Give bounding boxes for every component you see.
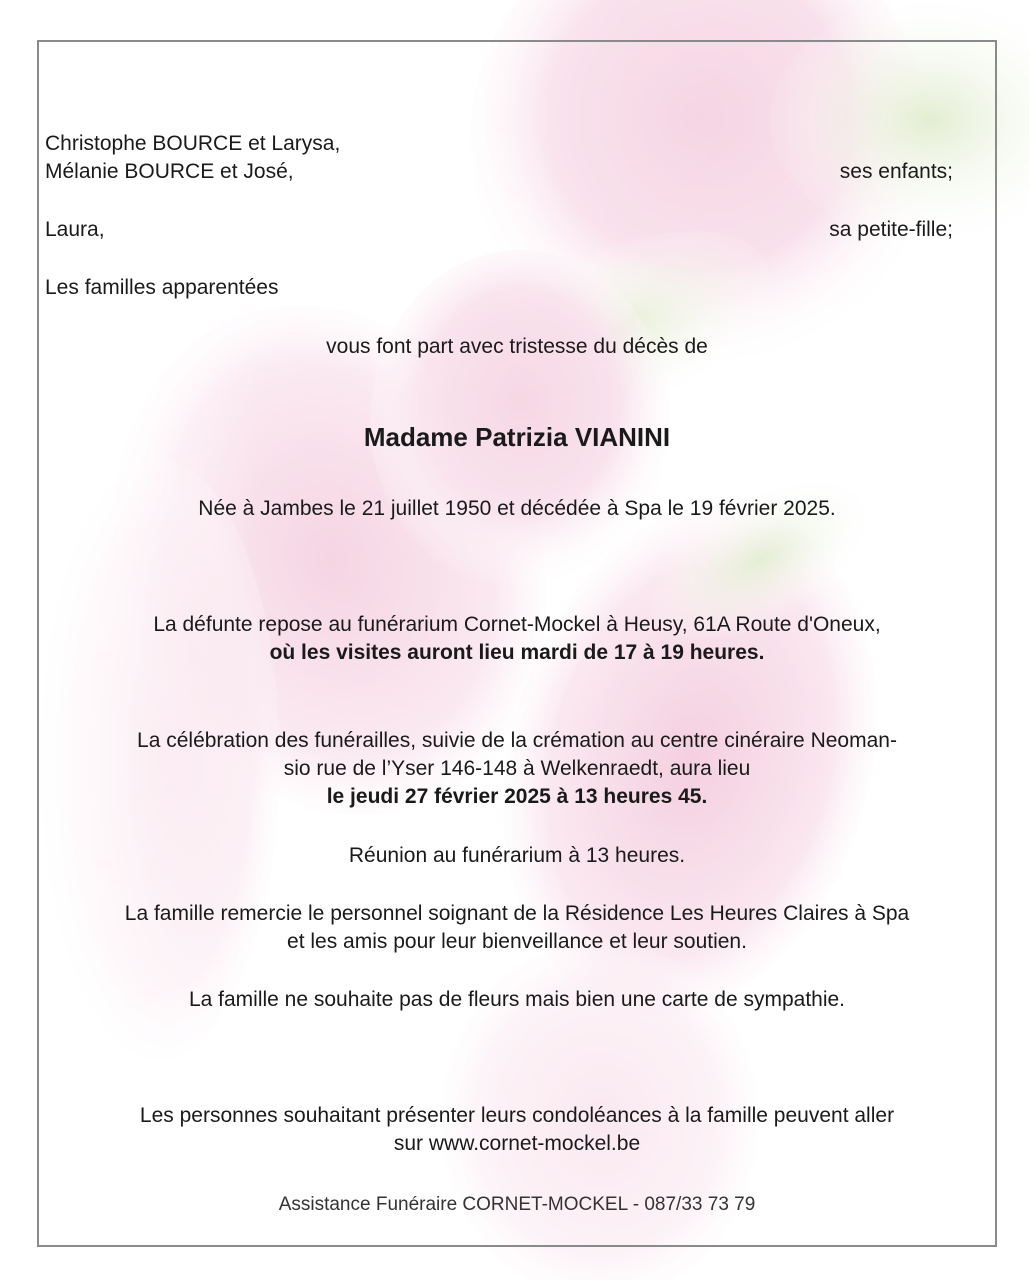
ceremony-line-3: le jeudi 27 février 2025 à 13 heures 45. (326, 785, 708, 808)
ceremony-line-2: sio rue de l’Yser 146-148 à Welkenraedt, aura lieu (283, 757, 751, 780)
visitation-line-1: La défunte repose au funérarium Cornet-Mockel à Heusy, 61A Route d'Oneux, (153, 613, 881, 636)
children-line-1: Christophe BOURCE et Larysa, (45, 132, 341, 155)
visitation-line-2: où les visites auront lieu mardi de 17 à 19 heures. (269, 641, 765, 664)
funeral-home-footer: Assistance Funéraire CORNET-MOCKEL - 087/33 73 79 (278, 1194, 756, 1215)
deceased-name: Madame Patrizia VIANINI (363, 422, 671, 452)
flowers-line: La famille ne souhaite pas de fleurs mais bien une carte de sympathie. (188, 988, 846, 1011)
children-role: ses enfants; (839, 160, 953, 183)
announcement-intro: vous font part avec tristesse du décès de (326, 335, 708, 358)
thanks-line-2: et les amis pour leur bienveillance et leur soutien. (287, 930, 747, 953)
grandchild-name: Laura, (45, 218, 105, 241)
grandchild-role: sa petite-fille; (829, 218, 953, 241)
meeting-line: Réunion au funérarium à 13 heures. (348, 844, 686, 867)
thanks-line-1: La famille remercie le personnel soignant de la Résidence Les Heures Claires à Spa (124, 902, 910, 925)
ceremony-line-1: La célébration des funérailles, suivie de la crémation au centre cinéraire Neoman- (137, 729, 897, 752)
relatives-line: Les familles apparentées (45, 276, 279, 299)
children-line-2: Mélanie BOURCE et José, (45, 160, 294, 183)
birth-death-line: Née à Jambes le 21 juillet 1950 et décédée à Spa le 19 février 2025. (198, 497, 836, 520)
condolences-line-1: Les personnes souhaitant présenter leurs condoléances à la famille peuvent aller (139, 1104, 895, 1127)
condolences-line-2: sur www.cornet-mockel.be (393, 1132, 641, 1155)
